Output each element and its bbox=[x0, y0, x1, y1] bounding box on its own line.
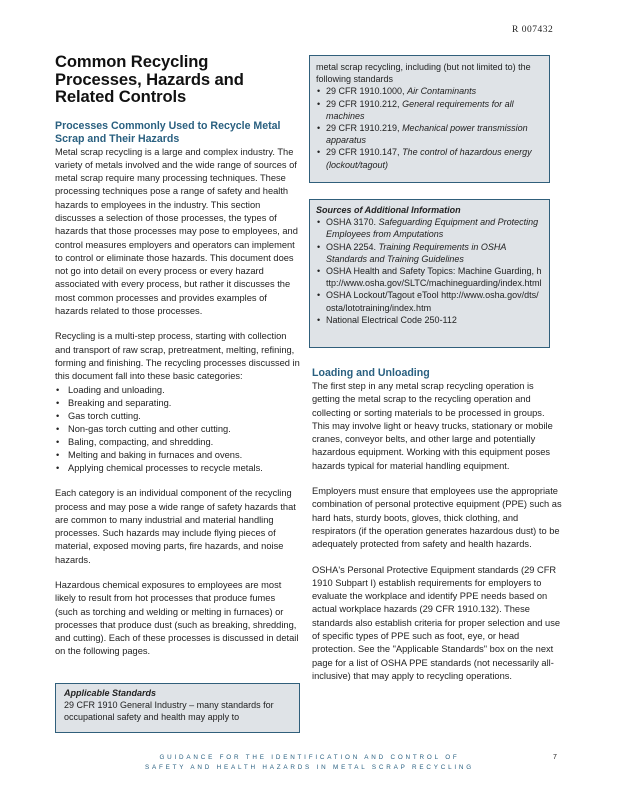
list-item: • Breaking and separating. bbox=[55, 397, 300, 410]
source-code: OSHA 3170. bbox=[326, 217, 379, 228]
osha-ppe-paragraph: OSHA's Personal Protective Equipment standards (29 CFR 1910 Subpart I) establish requirements for employers to evaluate the workplace and identify PPE needs based on actual workplace hazards (29 CFR 1910.132). These standards also establish criteria for proper selection and use of specific types of PPE such as foot, eye, or head protection. See the "Applicable Standards" box on the next page for a list of OSHA PPE standards (not necessarily all-inclusive) that may apply to recycling operations. bbox=[312, 564, 561, 681]
page-title: Common Recycling Processes, Hazards and Related Controls bbox=[55, 52, 244, 106]
list-item bbox=[316, 216, 543, 240]
sources-title: Sources of Additional Information bbox=[316, 205, 461, 215]
list-item bbox=[316, 85, 543, 97]
list-item bbox=[316, 98, 543, 122]
standard-code: 29 CFR 1910.219, bbox=[326, 123, 403, 134]
document-id: R 007432 bbox=[512, 25, 554, 35]
list-item: • Gas torch cutting. bbox=[55, 410, 300, 423]
list-item bbox=[316, 241, 543, 265]
list-item bbox=[316, 265, 543, 289]
page-number: 7 bbox=[553, 754, 557, 761]
source-code: National Electrical Code 250-112 bbox=[326, 314, 457, 325]
standards-intro: metal scrap recycling, including (but not limited to) the following standards bbox=[316, 62, 531, 85]
sources-additional-info-box bbox=[309, 199, 550, 348]
page-footer bbox=[112, 753, 507, 772]
source-link-lockout-tagout[interactable]: OSHA Lockout/Tagout eTool http://www.osha.gov/dts/osta/lototraining/index.htm bbox=[326, 290, 539, 313]
list-item bbox=[316, 146, 543, 170]
source-title: Safeguarding Equipment and Protecting Employees from Amputations bbox=[326, 217, 539, 240]
standard-code: 29 CFR 1910.1000, bbox=[326, 86, 408, 97]
applicable-standards-box bbox=[55, 683, 300, 733]
intro-paragraph: Metal scrap recycling is a large and complex industry. The variety of metals involved and the wide range of sources of metal scrap require many processing techniques. These processing techniques pose a range of safety and health hazards to employees in the industry. This section discusses a selection of those processes, the types of hazards that those processes may pose to employees, and control measures employers and operators can implement to control or eliminate those hazards. This document does not go into detail on every process or every hazard associated with every process, but rather it discusses the most common processes and provides examples of hazards related to those processes. bbox=[55, 146, 298, 317]
recycling-steps-paragraph: Recycling is a multi-step process, starting with collection and transport of raw scrap, pretreatment, melting, refining, forming and finishing. The recycling processes discussed in this document fall into these basic categories: bbox=[55, 331, 300, 382]
standard-title: Air Contaminants bbox=[407, 86, 477, 97]
list-item bbox=[316, 122, 543, 146]
section-heading-loading: Loading and Unloading bbox=[312, 367, 430, 379]
ppe-paragraph: Employers must ensure that employees use the appropriate combination of personal protective equipment (PPE) such as hard hats, sturdy boots, gloves, thick clothing, and respirators (if the operation generates hazardous dust) to be adequately protected from safety and health hazards. bbox=[312, 486, 562, 550]
applicable-standards-text: 29 CFR 1910 General Industry – many standards for occupational safety and health may apply to bbox=[64, 700, 274, 723]
applicable-standards-title: Applicable Standards bbox=[64, 688, 157, 698]
loading-paragraph: The first step in any metal scrap recycling operation is getting the metal scrap to the recycling operation and collecting or sorting materials to be processed in groups. This may involve light or heavy trucks, stationary or mobile cranes, conveyor belts, and other large and potentially hazardous equipment. Working with this equipment poses hazards typical for material handling equipment. bbox=[312, 381, 553, 471]
right-column bbox=[312, 367, 564, 683]
standard-code: 29 CFR 1910.147, bbox=[326, 147, 403, 158]
list-item: • Loading and unloading. bbox=[55, 384, 300, 397]
left-column bbox=[55, 53, 300, 659]
source-link-machine-guarding[interactable]: OSHA Health and Safety Topics: Machine Guarding, http://www.osha.gov/SLTC/machineguarding/index.html bbox=[326, 266, 542, 289]
list-item: • Applying chemical processes to recycle metals. bbox=[55, 462, 300, 475]
sources-list bbox=[316, 216, 543, 326]
standards-list bbox=[316, 85, 543, 170]
list-item bbox=[316, 314, 543, 326]
list-item: • Melting and baking in furnaces and ovens. bbox=[55, 449, 300, 462]
list-item bbox=[316, 289, 543, 313]
category-hazards-paragraph: Each category is an individual component of the recycling process and may pose a wide range of safety hazards that are common to many industrial and material handling processes. Such hazards may include flying pieces of material, exposed moving parts, fire hazards, and noise hazards. bbox=[55, 488, 296, 565]
source-code: OSHA 2254. bbox=[326, 241, 379, 252]
list-item: • Baling, compacting, and shredding. bbox=[55, 436, 300, 449]
categories-list bbox=[55, 384, 300, 476]
standard-title: General requirements for all machines bbox=[326, 98, 514, 121]
standard-title: The control of hazardous energy (lockout/tagout) bbox=[326, 147, 532, 170]
section-heading-processes: Processes Commonly Used to Recycle Metal Scrap and Their Hazards bbox=[55, 119, 281, 145]
standard-code: 29 CFR 1910.212, bbox=[326, 98, 403, 109]
standard-title: Mechanical power transmission apparatus bbox=[326, 123, 528, 146]
footer-line-2: SAFETY AND HEALTH HAZARDS IN METAL SCRAP RECYCLING bbox=[145, 763, 474, 771]
source-title: Training Requirements in OSHA Standards and Training Guidelines bbox=[326, 241, 507, 264]
footer-line-1: GUIDANCE FOR THE IDENTIFICATION AND CONTROL OF bbox=[159, 754, 460, 761]
chemical-exposure-paragraph: Hazardous chemical exposures to employees are most likely to result from hot processes that produce fumes (such as torching and welding or melting in furnaces) or processes that produce dust (such as breaking, shredding, and cutting). Each of these processes is discussed in detail on the following pages. bbox=[55, 579, 299, 657]
applicable-standards-continued-box bbox=[309, 55, 550, 183]
list-item: • Non-gas torch cutting and other cutting. bbox=[55, 423, 300, 436]
